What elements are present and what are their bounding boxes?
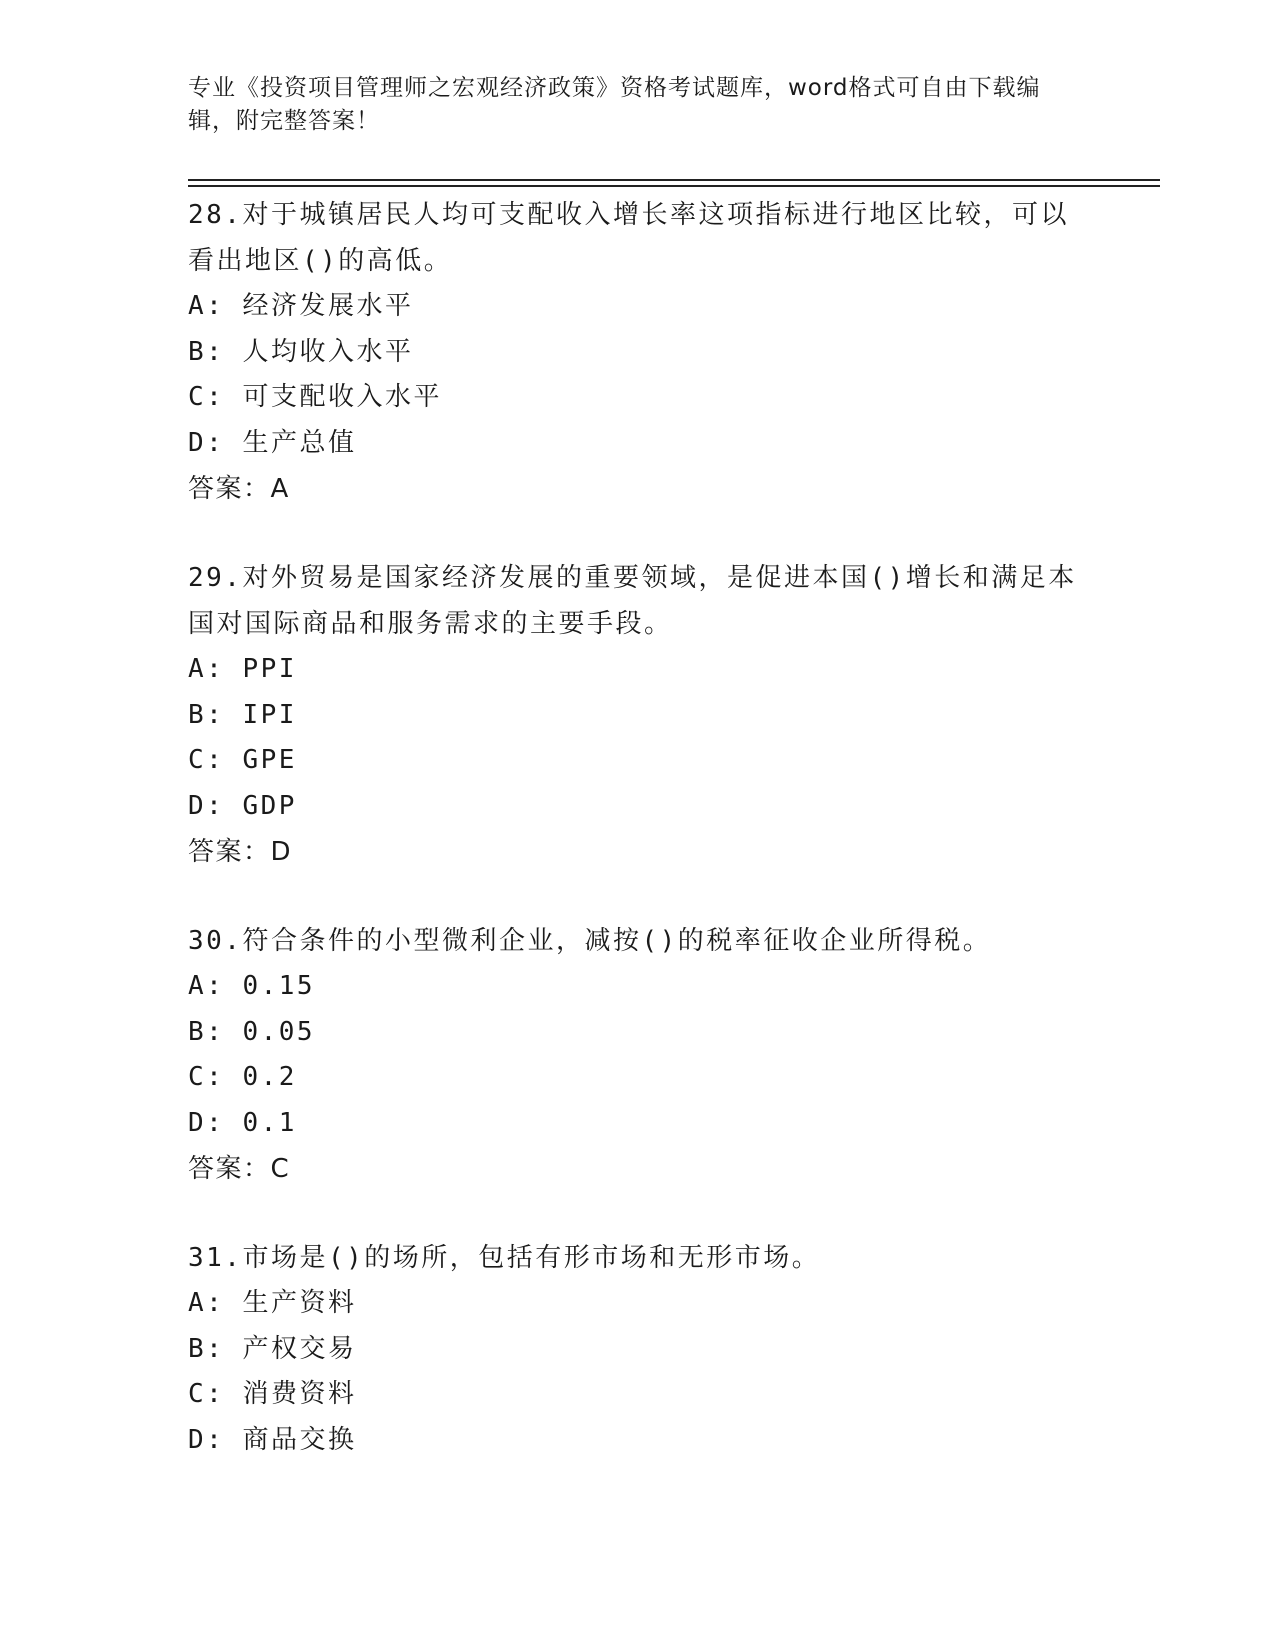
option-a: A: 经济发展水平: [188, 291, 414, 321]
header-divider-top: [188, 179, 1160, 181]
document-intro: 专业《投资项目管理师之宏观经济政策》资格考试题库，word格式可自由下载编辑，附完整答案！: [188, 75, 1041, 134]
option-c: C: 0.2: [188, 1062, 297, 1092]
answer-line: 答案：D: [188, 837, 293, 867]
option-c: C: 消费资料: [188, 1379, 357, 1409]
answer-line: 答案：A: [188, 474, 290, 504]
option-d: D: 0.1: [188, 1107, 297, 1138]
option-b: B: IPI: [188, 699, 297, 730]
question-stem: 30.符合条件的小型微利企业，减按()的税率征收企业所得税。: [188, 926, 992, 956]
question-28: [188, 192, 1088, 512]
question-stem: 29.对外贸易是国家经济发展的重要领域，是促进本国()增长和满足本国对国际商品和服务需求的主要手段。: [188, 563, 1077, 639]
option-b: B: 产权交易: [188, 1333, 357, 1364]
question-29: [188, 555, 1088, 875]
question-list: [188, 192, 1088, 1506]
answer-line: 答案：C: [188, 1154, 291, 1184]
option-d: D: 商品交换: [188, 1424, 357, 1455]
option-b: B: 人均收入水平: [188, 336, 414, 367]
option-c: C: 可支配收入水平: [188, 382, 442, 412]
option-a: A: PPI: [188, 654, 297, 684]
question-31: [188, 1235, 1088, 1463]
option-a: A: 0.15: [188, 971, 316, 1001]
option-d: D: 生产总值: [188, 427, 357, 458]
question-stem: 28.对于城镇居民人均可支配收入增长率这项指标进行地区比较，可以看出地区()的高低。: [188, 200, 1069, 276]
option-a: A: 生产资料: [188, 1288, 357, 1318]
question-stem: 31.市场是()的场所，包括有形市场和无形市场。: [188, 1243, 821, 1273]
question-30: [188, 918, 1088, 1192]
option-c: C: GPE: [188, 745, 297, 775]
header-divider-bottom: [188, 185, 1160, 187]
option-b: B: 0.05: [188, 1016, 316, 1047]
option-d: D: GDP: [188, 790, 297, 821]
